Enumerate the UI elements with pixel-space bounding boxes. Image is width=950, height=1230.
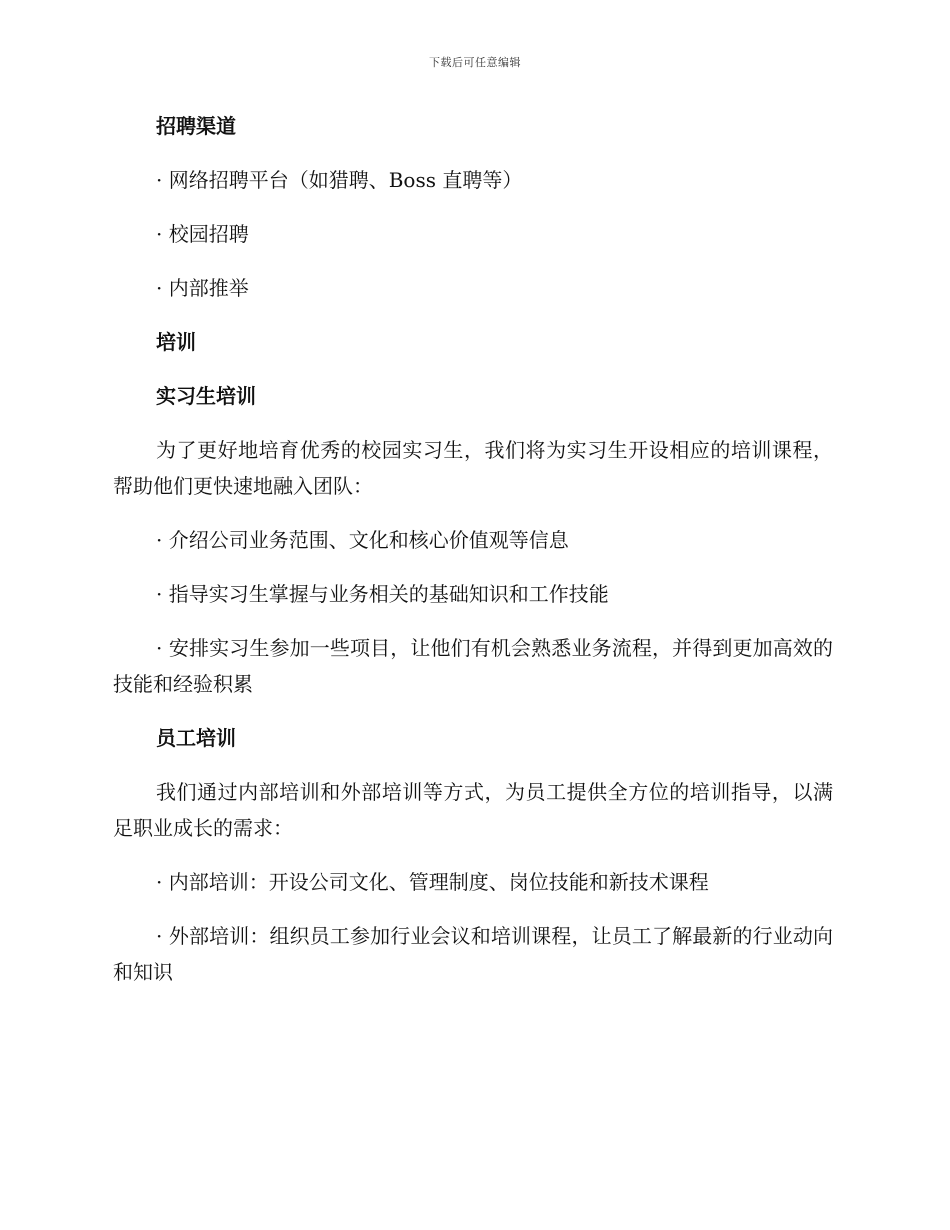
list-item-intern-3: · 安排实习生参加一些项目，让他们有机会熟悉业务流程，并得到更加高效的技能和经验积累 bbox=[113, 636, 833, 696]
list-item-intern-2: · 指导实习生掌握与业务相关的基础知识和工作技能 bbox=[156, 582, 609, 606]
paragraph-intern-intro: 为了更好地培育优秀的校园实习生，我们将为实习生开设相应的培训课程，帮助他们更快速地融入团队： bbox=[113, 438, 833, 498]
heading-staff-training: 员工培训 bbox=[156, 726, 236, 750]
list-item-intern-1: · 介绍公司业务范围、文化和核心价值观等信息 bbox=[156, 528, 569, 552]
heading-training: 培训 bbox=[156, 330, 196, 354]
heading-intern-training: 实习生培训 bbox=[156, 384, 256, 408]
list-item-staff-2: · 外部培训：组织员工参加行业会议和培训课程，让员工了解最新的行业动向和知识 bbox=[113, 924, 833, 984]
document-body bbox=[113, 108, 833, 1008]
list-item-channel-online: · 网络招聘平台（如猎聘、Boss 直聘等） bbox=[156, 168, 523, 192]
list-item-staff-1: · 内部培训：开设公司文化、管理制度、岗位技能和新技术课程 bbox=[156, 870, 709, 894]
header-note: 下载后可任意编辑 bbox=[429, 56, 521, 69]
paragraph-staff-intro: 我们通过内部培训和外部培训等方式，为员工提供全方位的培训指导，以满足职业成长的需求： bbox=[113, 780, 833, 840]
list-item-channel-referral: · 内部推举 bbox=[156, 276, 249, 300]
heading-recruit-channels: 招聘渠道 bbox=[156, 114, 236, 138]
list-item-channel-campus: · 校园招聘 bbox=[156, 222, 249, 246]
